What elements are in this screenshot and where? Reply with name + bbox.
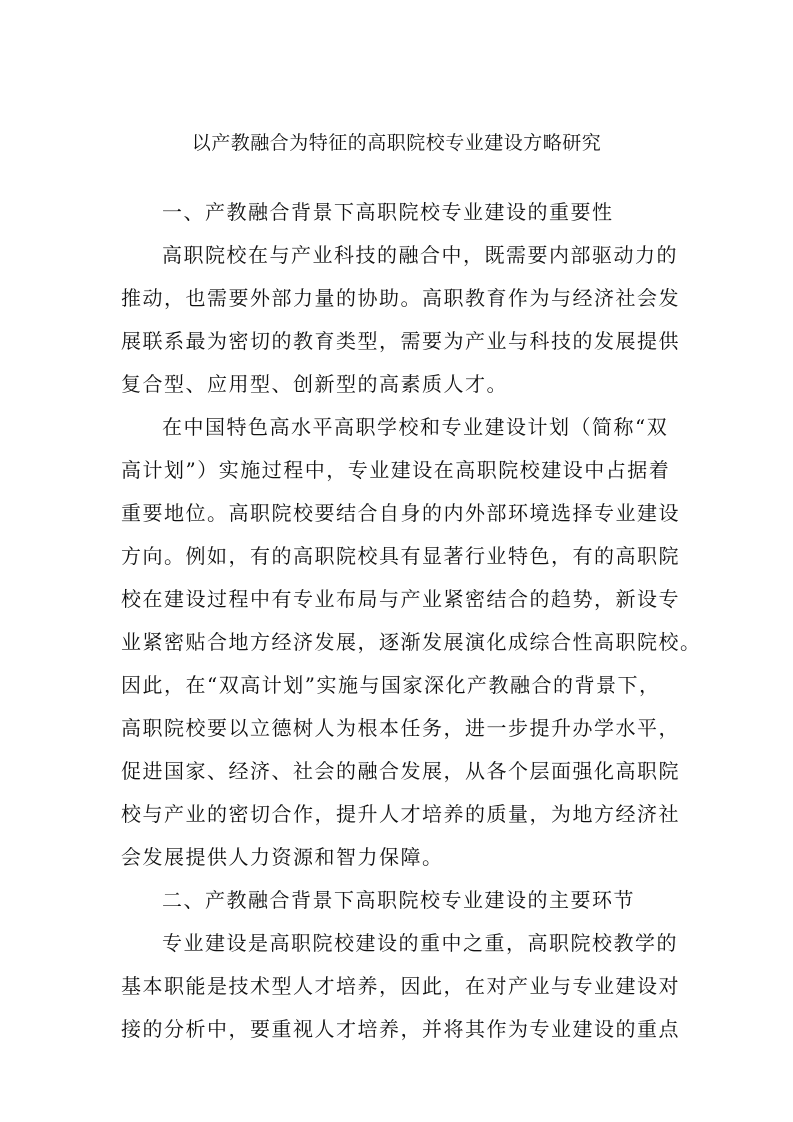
body-line: 校在建设过程中有专业布局与产业紧密结合的趋势，新设专 <box>121 587 680 611</box>
body-line: 高职院校要以立德树人为根本任务，进一步提升办学水平， <box>121 716 680 740</box>
body-line: 专业建设是高职院校建设的重中之重，高职院校教学的 <box>162 931 678 955</box>
body-line: 基本职能是技术型人才培养，因此，在对产业与专业建设对 <box>121 974 680 998</box>
body-line: 推动，也需要外部力量的协助。高职教育作为与经济社会发 <box>121 286 680 310</box>
body-line: 重要地位。高职院校要结合自身的内外部环境选择专业建设 <box>121 501 680 525</box>
body-line: 校与产业的密切合作，提升人才培养的质量，为地方经济社 <box>121 802 680 826</box>
body-line: 因此，在“双高计划”实施与国家深化产教融合的背景下， <box>121 673 661 697</box>
body-line: 会发展提供人力资源和智力保障。 <box>121 845 444 869</box>
body-line: 高计划”）实施过程中，专业建设在高职院校建设中占据着 <box>121 458 671 482</box>
section-heading-2: 二、产教融合背景下高职院校专业建设的主要环节 <box>162 888 635 912</box>
body-line: 接的分析中，要重视人才培养，并将其作为专业建设的重点 <box>121 1017 680 1041</box>
body-line: 复合型、应用型、创新型的高素质人才。 <box>121 372 508 396</box>
section-heading-1: 一、产教融合背景下高职院校专业建设的重要性 <box>162 200 614 224</box>
body-line: 方向。例如，有的高职院校具有显著行业特色，有的高职院 <box>121 544 680 568</box>
body-line: 促进国家、经济、社会的融合发展，从各个层面强化高职院 <box>121 759 680 783</box>
document-title: 以产教融合为特征的高职院校专业建设方略研究 <box>191 132 602 154</box>
body-line: 在中国特色高水平高职学校和专业建设计划（简称“双 <box>162 415 669 439</box>
body-line: 高职院校在与产业科技的融合中，既需要内部驱动力的 <box>162 243 678 267</box>
body-line: 业紧密贴合地方经济发展，逐渐发展演化成综合性高职院校。 <box>121 630 702 654</box>
body-line: 展联系最为密切的教育类型，需要为产业与科技的发展提供 <box>121 329 680 353</box>
